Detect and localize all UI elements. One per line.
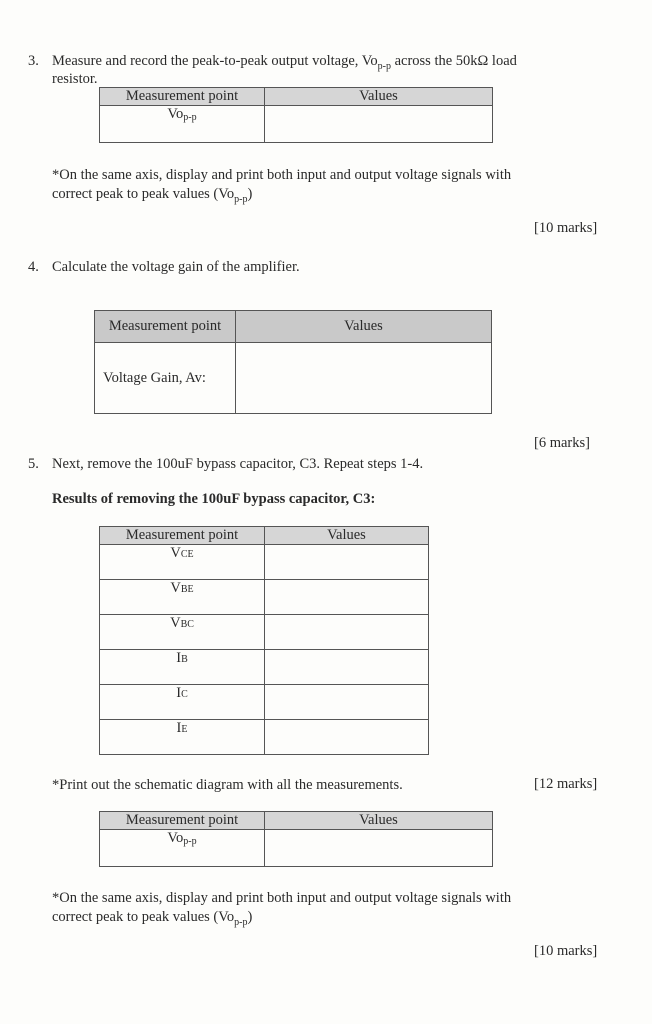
- q5-row-value[interactable]: [265, 685, 429, 720]
- q4-marks: [6 marks]: [534, 435, 590, 451]
- q5-vopp-header-values: Values: [265, 812, 493, 830]
- q5-vopp-table: [99, 811, 493, 867]
- q5-header-values: Values: [265, 527, 429, 545]
- q5-row-symbol: VCE: [100, 545, 265, 580]
- q5-row-symbol: IC: [100, 685, 265, 720]
- q4-table: [94, 310, 492, 414]
- q3-note-line1: *On the same axis, display and print both input and output voltage signals with: [52, 167, 512, 183]
- q3-marks: [10 marks]: [534, 220, 598, 236]
- q5-schematic-marks: [12 marks]: [534, 776, 598, 792]
- q5-number: 5.: [28, 456, 39, 472]
- q5-row-value[interactable]: [265, 720, 429, 755]
- q5-row-value[interactable]: [265, 650, 429, 685]
- q5-header-measurement: Measurement point: [100, 527, 265, 545]
- q3-table: [99, 87, 493, 143]
- q4-row-label: Voltage Gain, Av:: [95, 343, 236, 414]
- q5-marks: [10 marks]: [534, 943, 598, 959]
- q5-note-line2: correct peak to peak values $(Vo_{p-p})$: [52, 909, 253, 928]
- q4-row-value[interactable]: [236, 343, 492, 414]
- q3-text-line1: Measure and record the peak-to-peak output voltage, $Vo_{p-p}$ across the 50kΩ load: [52, 53, 517, 72]
- q5-schematic-note: *Print out the schematic diagram with all the measurements.: [52, 777, 403, 793]
- q3-row-value[interactable]: [265, 106, 493, 143]
- q3-header-measurement: Measurement point: [100, 88, 265, 106]
- q5-row-value[interactable]: [265, 580, 429, 615]
- q5-row-symbol: IE: [100, 720, 265, 755]
- q5-note-line1: *On the same axis, display and print both input and output voltage signals with: [52, 890, 512, 906]
- q5-results-heading: Results of removing the 100uF bypass capacitor, C3:: [52, 491, 376, 507]
- q4-number: 4.: [28, 259, 39, 275]
- q5-row-symbol: IB: [100, 650, 265, 685]
- q3-note-line2: correct peak to peak values $(Vo_{p-p})$: [52, 186, 253, 205]
- q5-text: Next, remove the 100uF bypass capacitor, C3. Repeat steps 1-4.: [52, 456, 424, 472]
- q5-row-value[interactable]: [265, 615, 429, 650]
- q5-vopp-row-symbol: $Vo_{p-p}$: [100, 830, 265, 867]
- q4-header-measurement: Measurement point: [95, 311, 236, 343]
- q5-vopp-row-value[interactable]: [265, 830, 493, 867]
- q3-text-line2: resistor.: [52, 71, 98, 87]
- q5-row-symbol: VBE: [100, 580, 265, 615]
- q3-number: 3.: [28, 53, 39, 69]
- q5-row-value[interactable]: [265, 545, 429, 580]
- q3-row-symbol: $Vo_{p-p}$: [100, 106, 265, 143]
- q5-vopp-header-measurement: Measurement point: [100, 812, 265, 830]
- q4-header-values: Values: [236, 311, 492, 343]
- q3-header-values: Values: [265, 88, 493, 106]
- q4-text: Calculate the voltage gain of the amplifier.: [52, 259, 300, 275]
- q5-row-symbol: VBC: [100, 615, 265, 650]
- q5-results-table: [99, 526, 429, 755]
